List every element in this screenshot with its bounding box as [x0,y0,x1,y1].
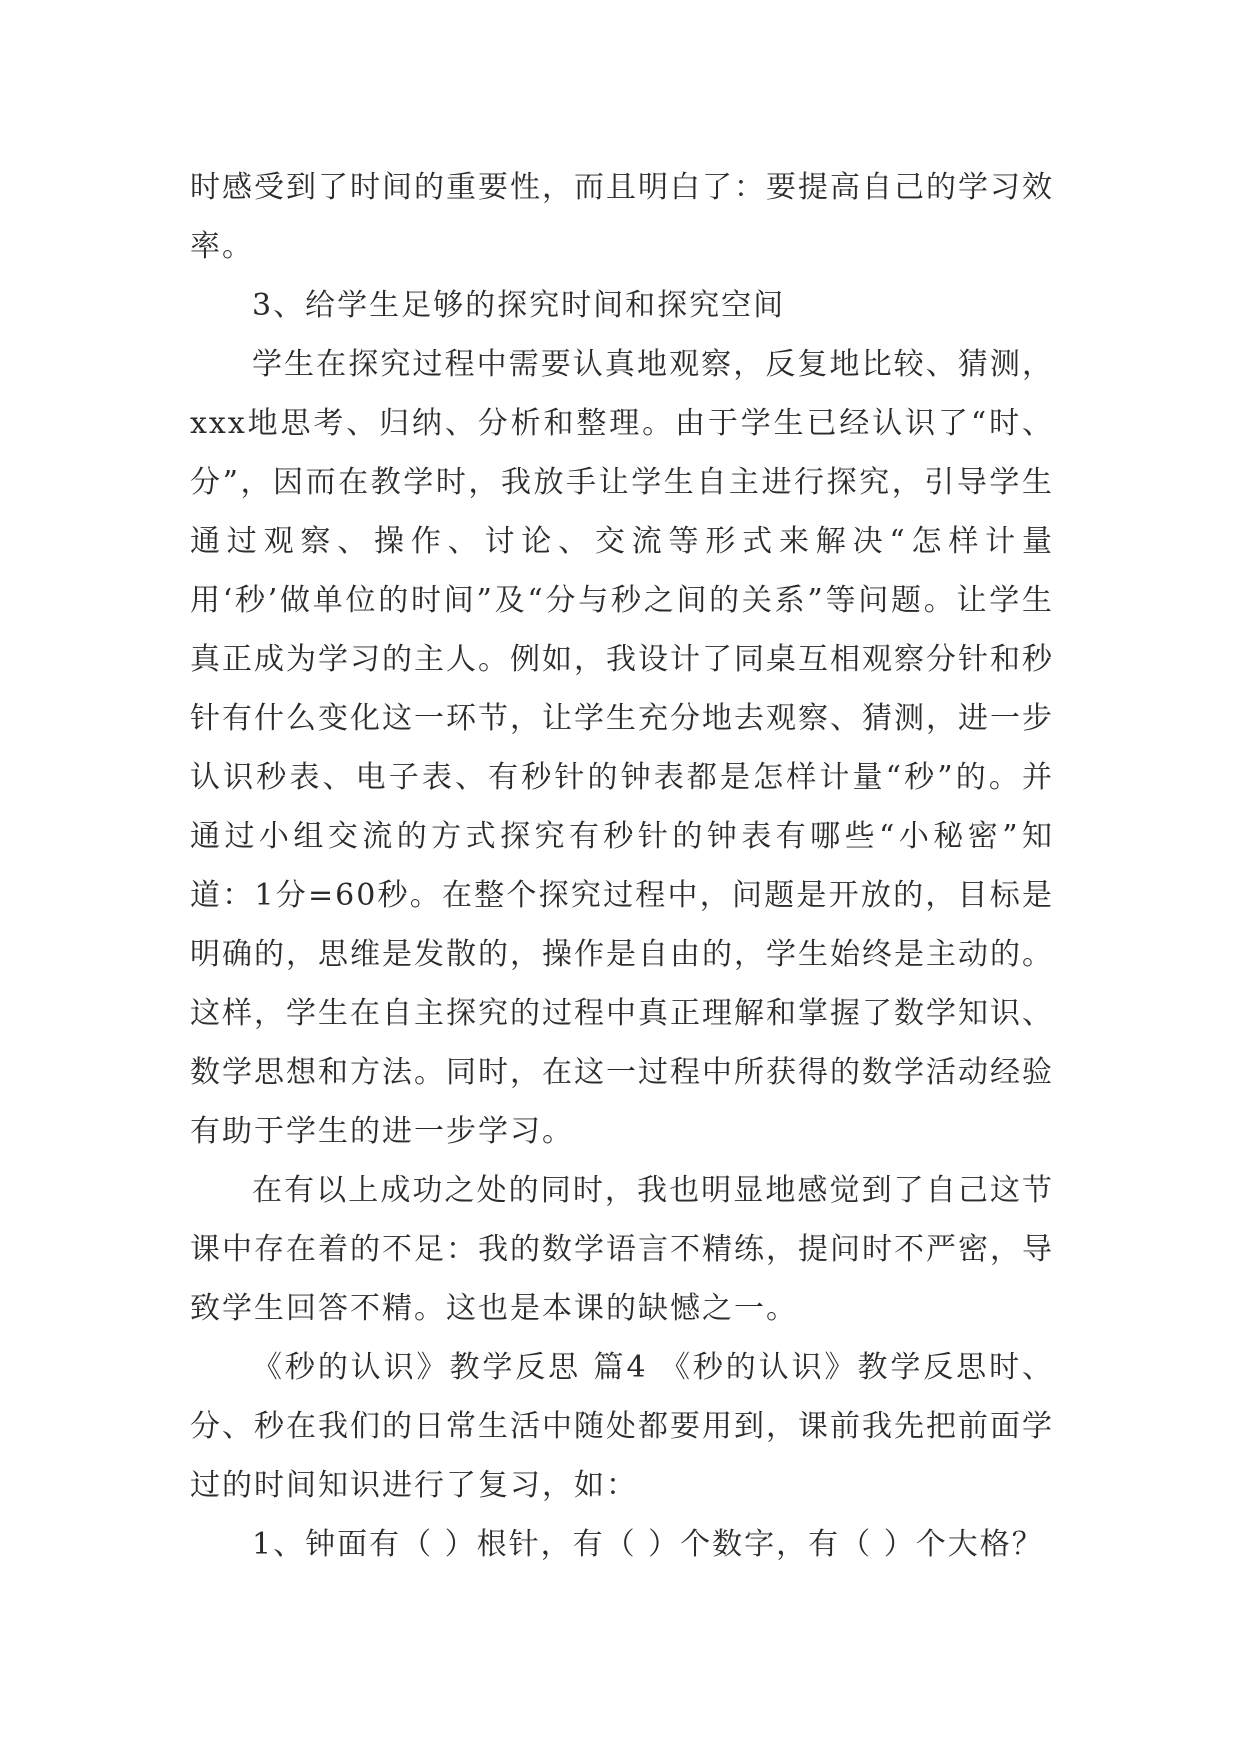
paragraph: 学生在探究过程中需要认真地观察，反复地比较、猜测，xxx地思考、归纳、分析和整理。由于学生已经认识了“时、分”，因而在教学时，我放手让学生自主进行探究，引导学生通过观察、操作、讨论、交流等形式来解决“怎样计量用‘秒’做单位的时间”及“分与秒之间的关系”等问题。让学生真正成为学习的主人。例如，我设计了同桌互相观察分针和秒针有什么变化这一环节，让学生充分地去观察、猜测，进一步认识秒表、电子表、有秒针的钟表都是怎样计量“秒”的。并通过小组交流的方式探究有秒针的钟表有哪些“小秘密”知道：1分=60秒。在整个探究过程中，问题是开放的，目标是明确的，思维是发散的，操作是自由的，学生始终是主动的。这样，学生在自主探究的过程中真正理解和掌握了数学知识、数学思想和方法。同时，在这一过程中所获得的数学活动经验有助于学生的进一步学习。 [190,347,1054,1149]
paragraph-continuation: 时感受到了时间的重要性，而且明白了：要提高自己的学习效率。 [190,170,1054,264]
section-heading: 3、给学生足够的探究时间和探究空间 [252,288,786,323]
paragraph: 在有以上成功之处的同时，我也明显地感觉到了自己这节课中存在着的不足：我的数学语言不精练，提问时不严密，导致学生回答不精。这也是本课的缺憾之一。 [190,1173,1054,1326]
document-body [190,158,1054,1574]
paragraph: 《秒的认识》教学反思 篇4 《秒的认识》教学反思时、分、秒在我们的日常生活中随处都要用到，课前我先把前面学过的时间知识进行了复习，如： [190,1350,1054,1503]
paragraph: 1、钟面有（ ）根针，有（ ）个数字，有（ ）个大格？ [252,1527,1044,1562]
